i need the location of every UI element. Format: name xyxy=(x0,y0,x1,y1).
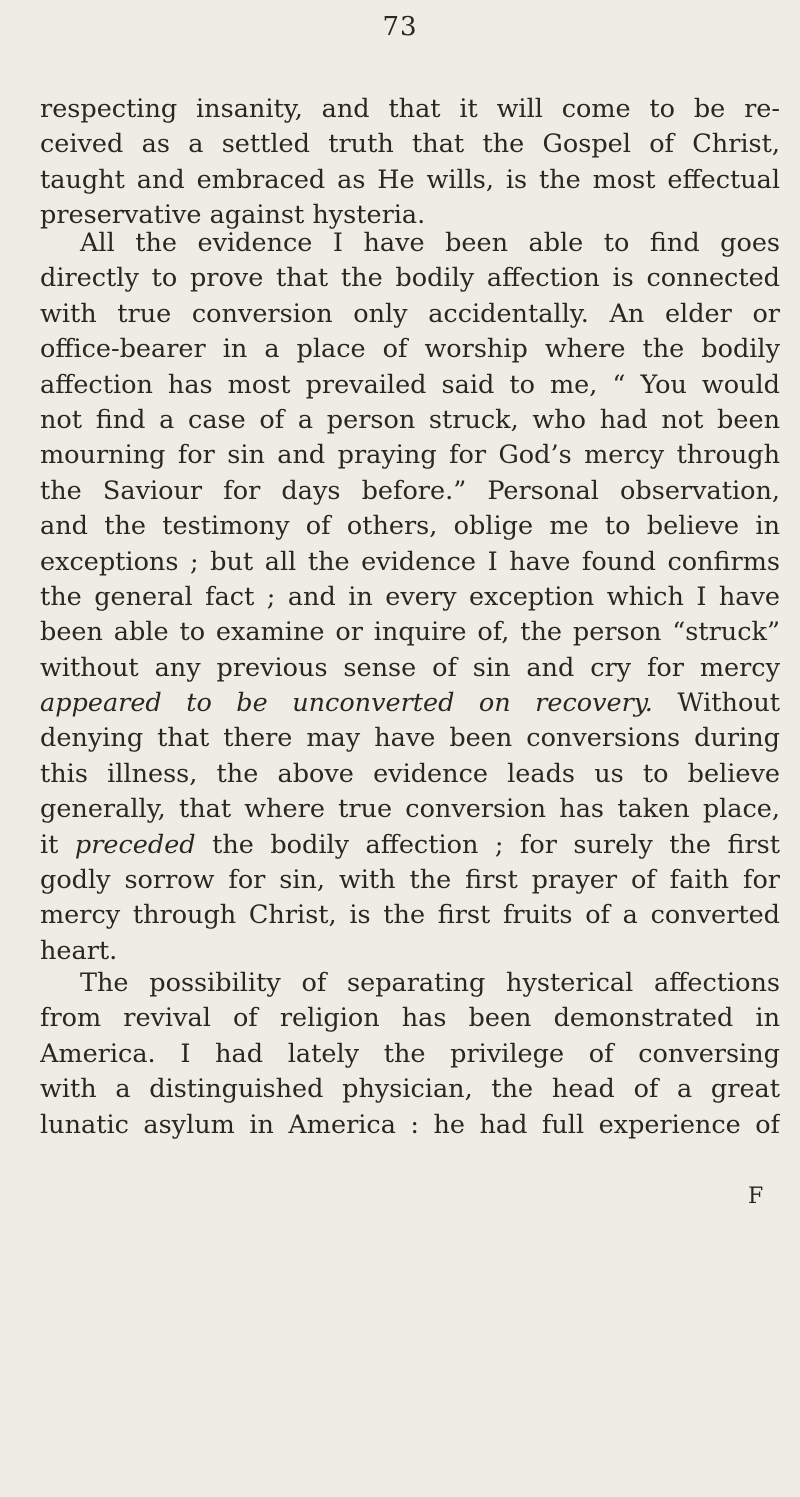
text-fragment: it xyxy=(40,829,75,860)
text-line-italic xyxy=(40,828,780,863)
text-line: taught and embraced as He wills, is the most effectual xyxy=(40,164,780,195)
text-line: the Saviour for days before.” Personal observation, xyxy=(40,475,780,506)
text-line: this illness, the above evidence leads us to believe xyxy=(40,758,780,789)
text-line: All the evidence I have been able to find goes xyxy=(80,228,780,258)
text-line: godly sorrow for sin, with the first prayer of faith for xyxy=(40,865,780,896)
italic-word: preceded xyxy=(74,829,196,860)
text-line: not find a case of a person struck, who had not been xyxy=(40,404,780,435)
text-line: without any previous sense of sin and cry for mercy xyxy=(40,652,780,683)
text-line: exceptions ; but all the evidence I have found confirms xyxy=(40,546,780,577)
text-line: and the testimony of others, oblige me to believe in xyxy=(40,511,780,542)
paragraph-3 xyxy=(40,966,780,1143)
text-line: with a distinguished physician, the head of a great xyxy=(40,1074,780,1105)
text-line: preservative against hysteria. xyxy=(40,200,426,231)
text-line: the general fact ; and in every exception which I have xyxy=(40,581,780,612)
text-line: directly to prove that the bodily affection is connected xyxy=(40,263,780,294)
italic-phrase: appeared to be unconverted on recovery. xyxy=(40,688,653,719)
paragraph-2 xyxy=(40,226,780,969)
text-line: ceived as a settled truth that the Gospel of Christ, xyxy=(40,129,780,160)
text-line: mourning for sin and praying for God’s mercy through xyxy=(40,440,780,471)
text-line: heart. xyxy=(40,935,118,966)
text-line-italic xyxy=(40,686,780,721)
text-line: lunatic asylum in America : he had full experience of xyxy=(40,1109,780,1140)
page-number: 73 xyxy=(382,12,418,42)
text-line: with true conversion only accidentally. An elder or xyxy=(40,298,780,329)
text-line: mercy through Christ, is the first fruits of a converted xyxy=(40,900,780,931)
text-line: America. I had lately the privilege of conversing xyxy=(40,1038,780,1069)
text-line: denying that there may have been conversions during xyxy=(40,723,780,754)
text-line: office-bearer in a place of worship where the bodily xyxy=(40,334,780,365)
text-line: respecting insanity, and that it will come to be re- xyxy=(40,94,780,124)
text-line: generally, that where true conversion has taken place, xyxy=(40,794,780,825)
text-line: affection has most prevailed said to me, “ You would xyxy=(40,369,780,400)
text-line: from revival of religion has been demonstrated in xyxy=(40,1003,780,1034)
text-line: The possibility of separating hysterical affections xyxy=(80,968,780,998)
text-line: been able to examine or inquire of, the person “struck” xyxy=(40,617,780,648)
text-fragment: Without xyxy=(652,688,780,719)
paragraph-1 xyxy=(40,92,780,234)
signature-mark: F xyxy=(748,1184,764,1209)
text-fragment: the bodily affection ; for surely the first xyxy=(195,829,780,860)
